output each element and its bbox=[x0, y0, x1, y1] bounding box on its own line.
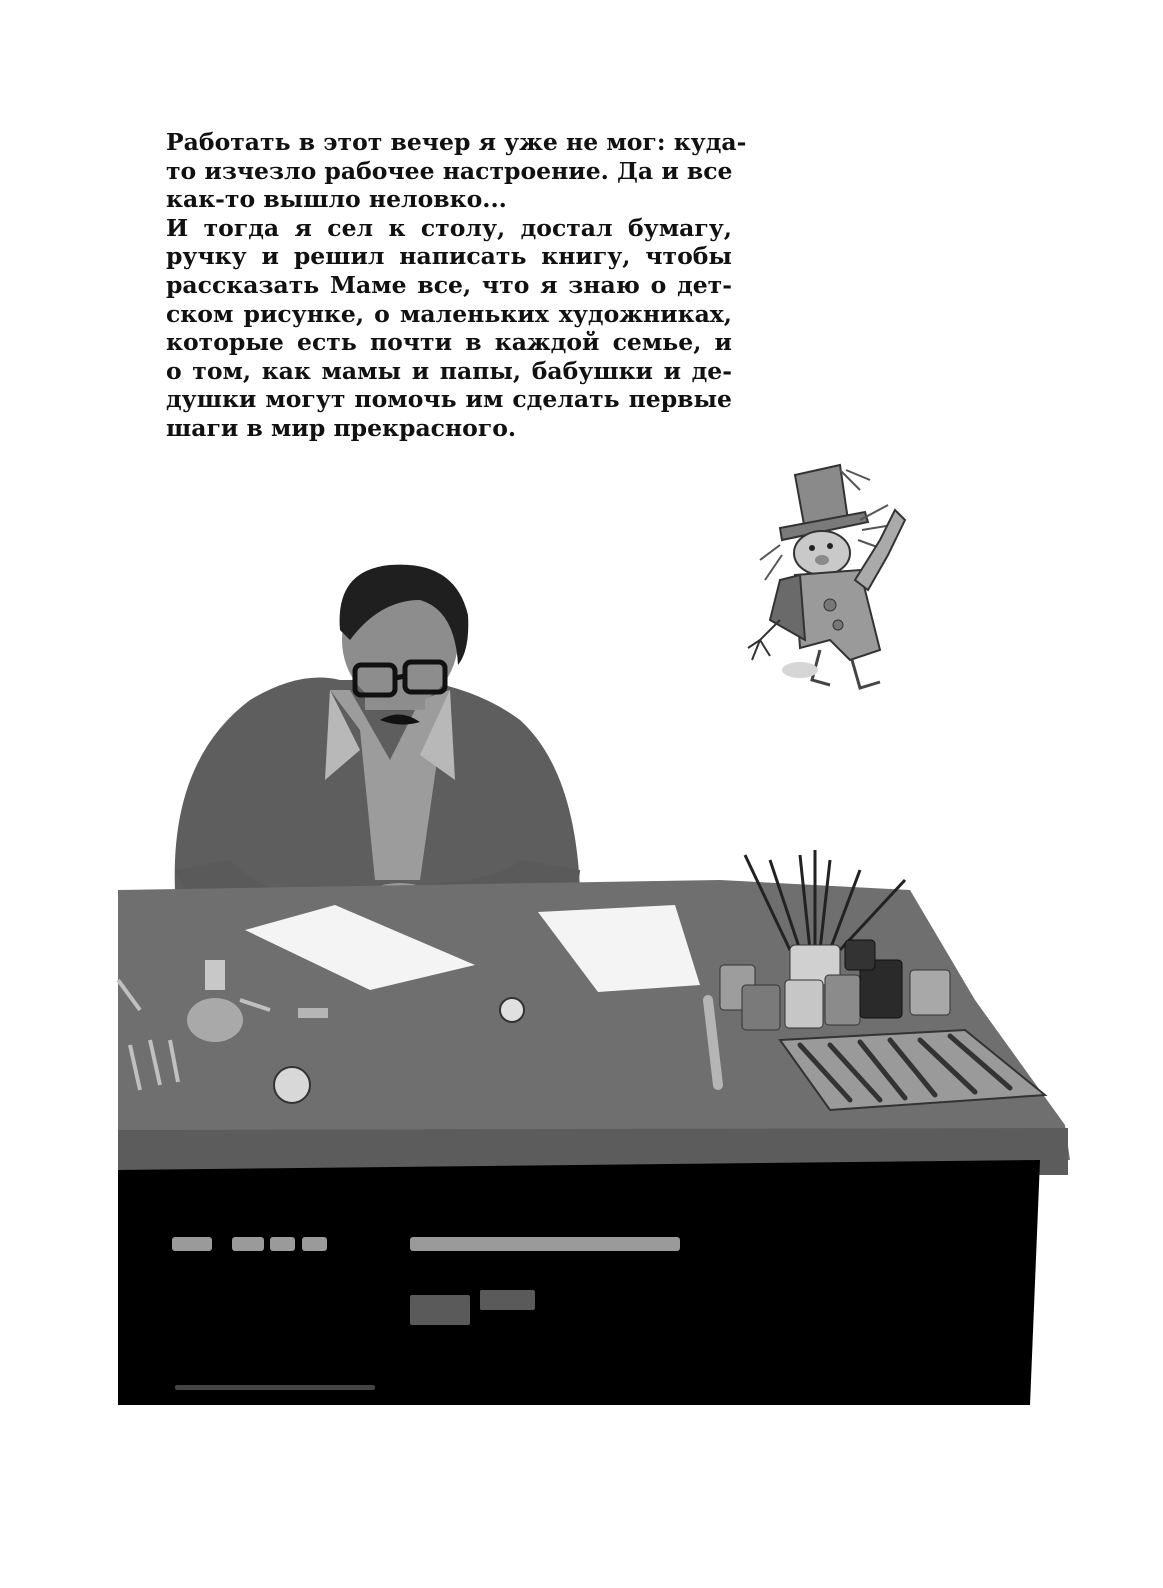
scarecrow-eye bbox=[809, 545, 815, 551]
scarecrow-button bbox=[824, 599, 836, 611]
scarecrow-eye bbox=[827, 543, 833, 549]
text-line: которые есть почти в каждой семье, и bbox=[166, 328, 732, 357]
scarecrow-face bbox=[794, 531, 850, 575]
text-line: Работать в этот вечер я уже не мог: куда- bbox=[166, 128, 747, 156]
text-line: шаги в мир прекрасного. bbox=[166, 413, 517, 442]
scarecrow-hand bbox=[748, 620, 780, 660]
text-line: душки могут помочь им сделать первые bbox=[166, 385, 732, 414]
desk-front bbox=[118, 1160, 1040, 1405]
scarecrow-coat-left bbox=[770, 575, 805, 640]
scarecrow-button bbox=[833, 620, 843, 630]
text-line: ручку и решил написать книгу, чтобы bbox=[166, 242, 732, 271]
text-line: И тогда я сел к столу, достал бумагу, bbox=[166, 213, 732, 242]
text-line: как-то вышло неловко... bbox=[166, 185, 507, 214]
scarecrow-drawing bbox=[748, 465, 905, 688]
text-line: ском рисунке, о маленьких художниках, bbox=[166, 299, 732, 328]
text-line: то изчезло рабочее настроение. Да и все bbox=[166, 156, 733, 185]
scarecrow-patch bbox=[782, 662, 818, 678]
scarecrow-leg bbox=[852, 660, 880, 688]
scarecrow-nose bbox=[815, 555, 829, 565]
text-line: о том, как мамы и папы, бабушки и де- bbox=[166, 356, 732, 385]
text-line: рассказать Маме все, что я знаю о дет- bbox=[166, 270, 732, 299]
